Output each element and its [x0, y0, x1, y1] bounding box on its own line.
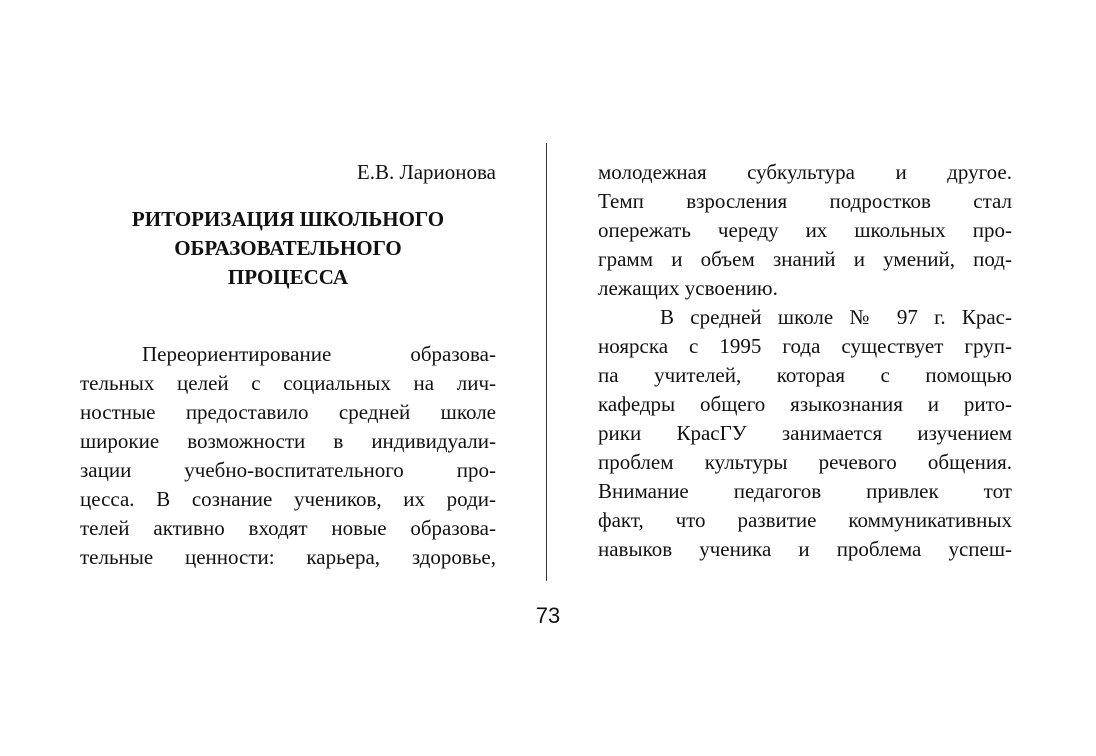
title-line: РИТОРИЗАЦИЯ ШКОЛЬНОГО	[131, 207, 445, 231]
text-line: факт, что развитие коммуникативных	[598, 508, 1012, 532]
text-line: опережать череду их школьных про-	[598, 218, 1012, 242]
text-line: Темп взросления подростков стал	[598, 189, 1012, 213]
text-line: тельные ценности: карьера, здоровье,	[80, 545, 496, 569]
right-paragraph-2	[598, 303, 1012, 564]
text-line: проблем культуры речевого общения.	[598, 450, 1012, 474]
title-line: ПРОЦЕССА	[227, 265, 349, 289]
text-line: В средней школе № 97 г. Крас-	[660, 305, 1012, 329]
author-name: Е.В. Ларионова	[356, 160, 496, 184]
text-line: Внимание педагогов привлек тот	[598, 479, 1012, 503]
text-line: кафедры общего языкознания и рито-	[598, 392, 1012, 416]
text-line: молодежная субкультура и другое.	[598, 160, 1012, 184]
title-line: ОБРАЗОВАТЕЛЬНОГО	[174, 236, 402, 260]
left-column	[80, 158, 496, 572]
text-line: тельных целей с социальных на лич-	[80, 371, 496, 395]
text-line: широкие возможности в индивидуали-	[80, 429, 496, 453]
right-paragraph-1	[598, 158, 1012, 303]
text-line: навыков ученика и проблема успеш-	[598, 537, 1012, 561]
text-line: зации учебно-воспитательного про-	[80, 458, 496, 482]
text-line: грамм и объем знаний и умений, под-	[598, 247, 1012, 271]
text-line: ностные предоставило средней школе	[80, 400, 496, 424]
text-line: Переориентирование образова-	[142, 342, 496, 366]
text-line: рики КрасГУ занимается изучением	[598, 421, 1012, 445]
text-line: телей активно входят новые образова-	[80, 516, 496, 540]
left-paragraph	[80, 340, 496, 572]
column-divider	[546, 143, 547, 581]
text-line: лежащих усвоению.	[598, 276, 778, 300]
right-column	[598, 158, 1012, 564]
text-line: па учителей, которая с помощью	[598, 363, 1012, 387]
text-line: ноярска с 1995 года существует груп-	[598, 334, 1012, 358]
article-title	[80, 205, 496, 292]
page-number: 73	[535, 603, 561, 628]
text-line: цесса. В сознание учеников, их роди-	[80, 487, 496, 511]
